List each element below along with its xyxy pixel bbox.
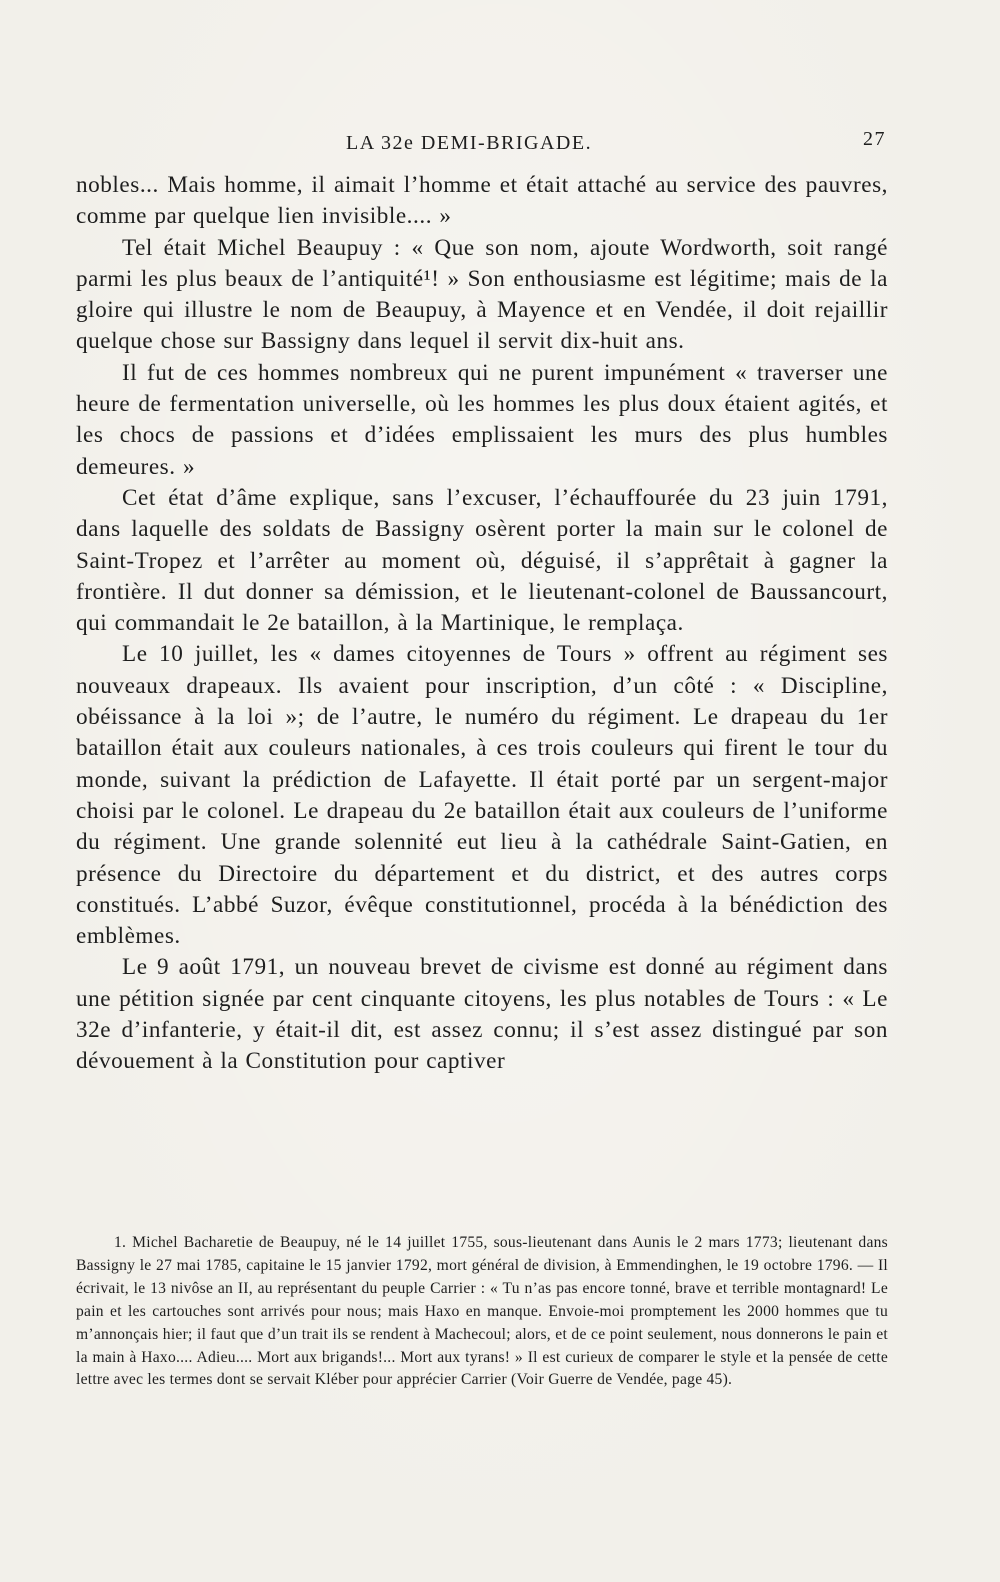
page-number: 27 <box>863 128 886 150</box>
running-head <box>76 128 886 158</box>
running-title: LA 32e DEMI-BRIGADE. <box>346 132 593 154</box>
paragraph-6: Le 9 août 1791, un nouveau brevet de civisme est donné au régiment dans une pétition signée par cent cinquante citoyens, les plus notables de Tours : « Le 32e d’infanterie, y était-il dit, est assez connu; il s’est assez distingué par son dévouement à la Constitution pour captiver <box>76 954 888 1075</box>
paragraph-2: Tel était Michel Beaupuy : « Que son nom, ajoute Wordworth, soit rangé parmi les plus beaux de l’antiquité¹! » Son enthousiasme est légitime; mais de la gloire qui illustre le nom de Beaupuy, à Mayence et en Vendée, il doit rejaillir quelque chose sur Bassigny dans lequel il servit dix-huit ans. <box>76 234 888 355</box>
footnotes <box>76 1232 888 1392</box>
paragraph-1: nobles... Mais homme, il aimait l’homme et était attaché au service des pauvres, comme par quelque lien invisible.... » <box>76 172 888 230</box>
body-text <box>76 170 888 1078</box>
paragraph-3: Il fut de ces hommes nombreux qui ne purent impunément « traverser une heure de fermentation universelle, où les hommes les plus doux étaient agités, et les chocs de passions et d’idées emplissaient les murs des plus humbles demeures. » <box>76 359 888 480</box>
footnote-1: 1. Michel Bacharetie de Beaupuy, né le 14 juillet 1755, sous-lieutenant dans Aunis le 2 mars 1773; lieutenant dans Bassigny le 27 mai 1785, capitaine le 15 janvier 1792, mort général de division, à Emmendinghen, le 19 octobre 1796. — Il écrivait, le 13 nivôse an II, au représentant du peuple Carrier : « Tu n’as pas encore tonné, brave et terrible montagnard! Le pain et les cartouches sont arrivés pour nous; mais Haxo en manque. Envoie-moi promptement les 2000 hommes que tu m’annonçais hier; il faut que d’un trait ils se rendent à Machecoul; alors, et de ce point seulement, nous donnerons le pain et la main à Haxo.... Adieu.... Mort aux brigands!... Mort aux tyrans! » Il est curieux de comparer le style et la pensée de cette lettre avec les termes dont se servait Kléber pour apprécier Carrier (Voir Guerre de Vendée, page 45). <box>76 1234 888 1389</box>
paragraph-5: Le 10 juillet, les « dames citoyennes de Tours » offrent au régiment ses nouveaux drapeaux. Ils avaient pour inscription, d’un côté : « Discipline, obéissance à la loi »; de l’autre, le numéro du régiment. Le drapeau du 1er bataillon était aux couleurs nationales, à ces trois couleurs qui firent le tour du monde, suivant la prédiction de Lafayette. Il était porté par un sergent-major choisi par le colonel. Le drapeau du 2e bataillon était aux couleurs de l’uniforme du régiment. Une grande solennité eut lieu à la cathédrale Saint-Gatien, en présence du Directoire du département et du district, et des autres corps constitués. L’abbé Suzor, évêque constitutionnel, procéda à la bénédiction des emblèmes. <box>76 641 888 950</box>
paragraph-4: Cet état d’âme explique, sans l’excuser, l’échauffourée du 23 juin 1791, dans laquelle des soldats de Bassigny osèrent porter la main sur le colonel de Saint-Tropez et l’arrêter au moment où, déguisé, il s’apprêtait à gagner la frontière. Il dut donner sa démission, et le lieutenant-colonel de Baussancourt, qui commandait le 2e bataillon, à la Martinique, le remplaça. <box>76 484 888 637</box>
